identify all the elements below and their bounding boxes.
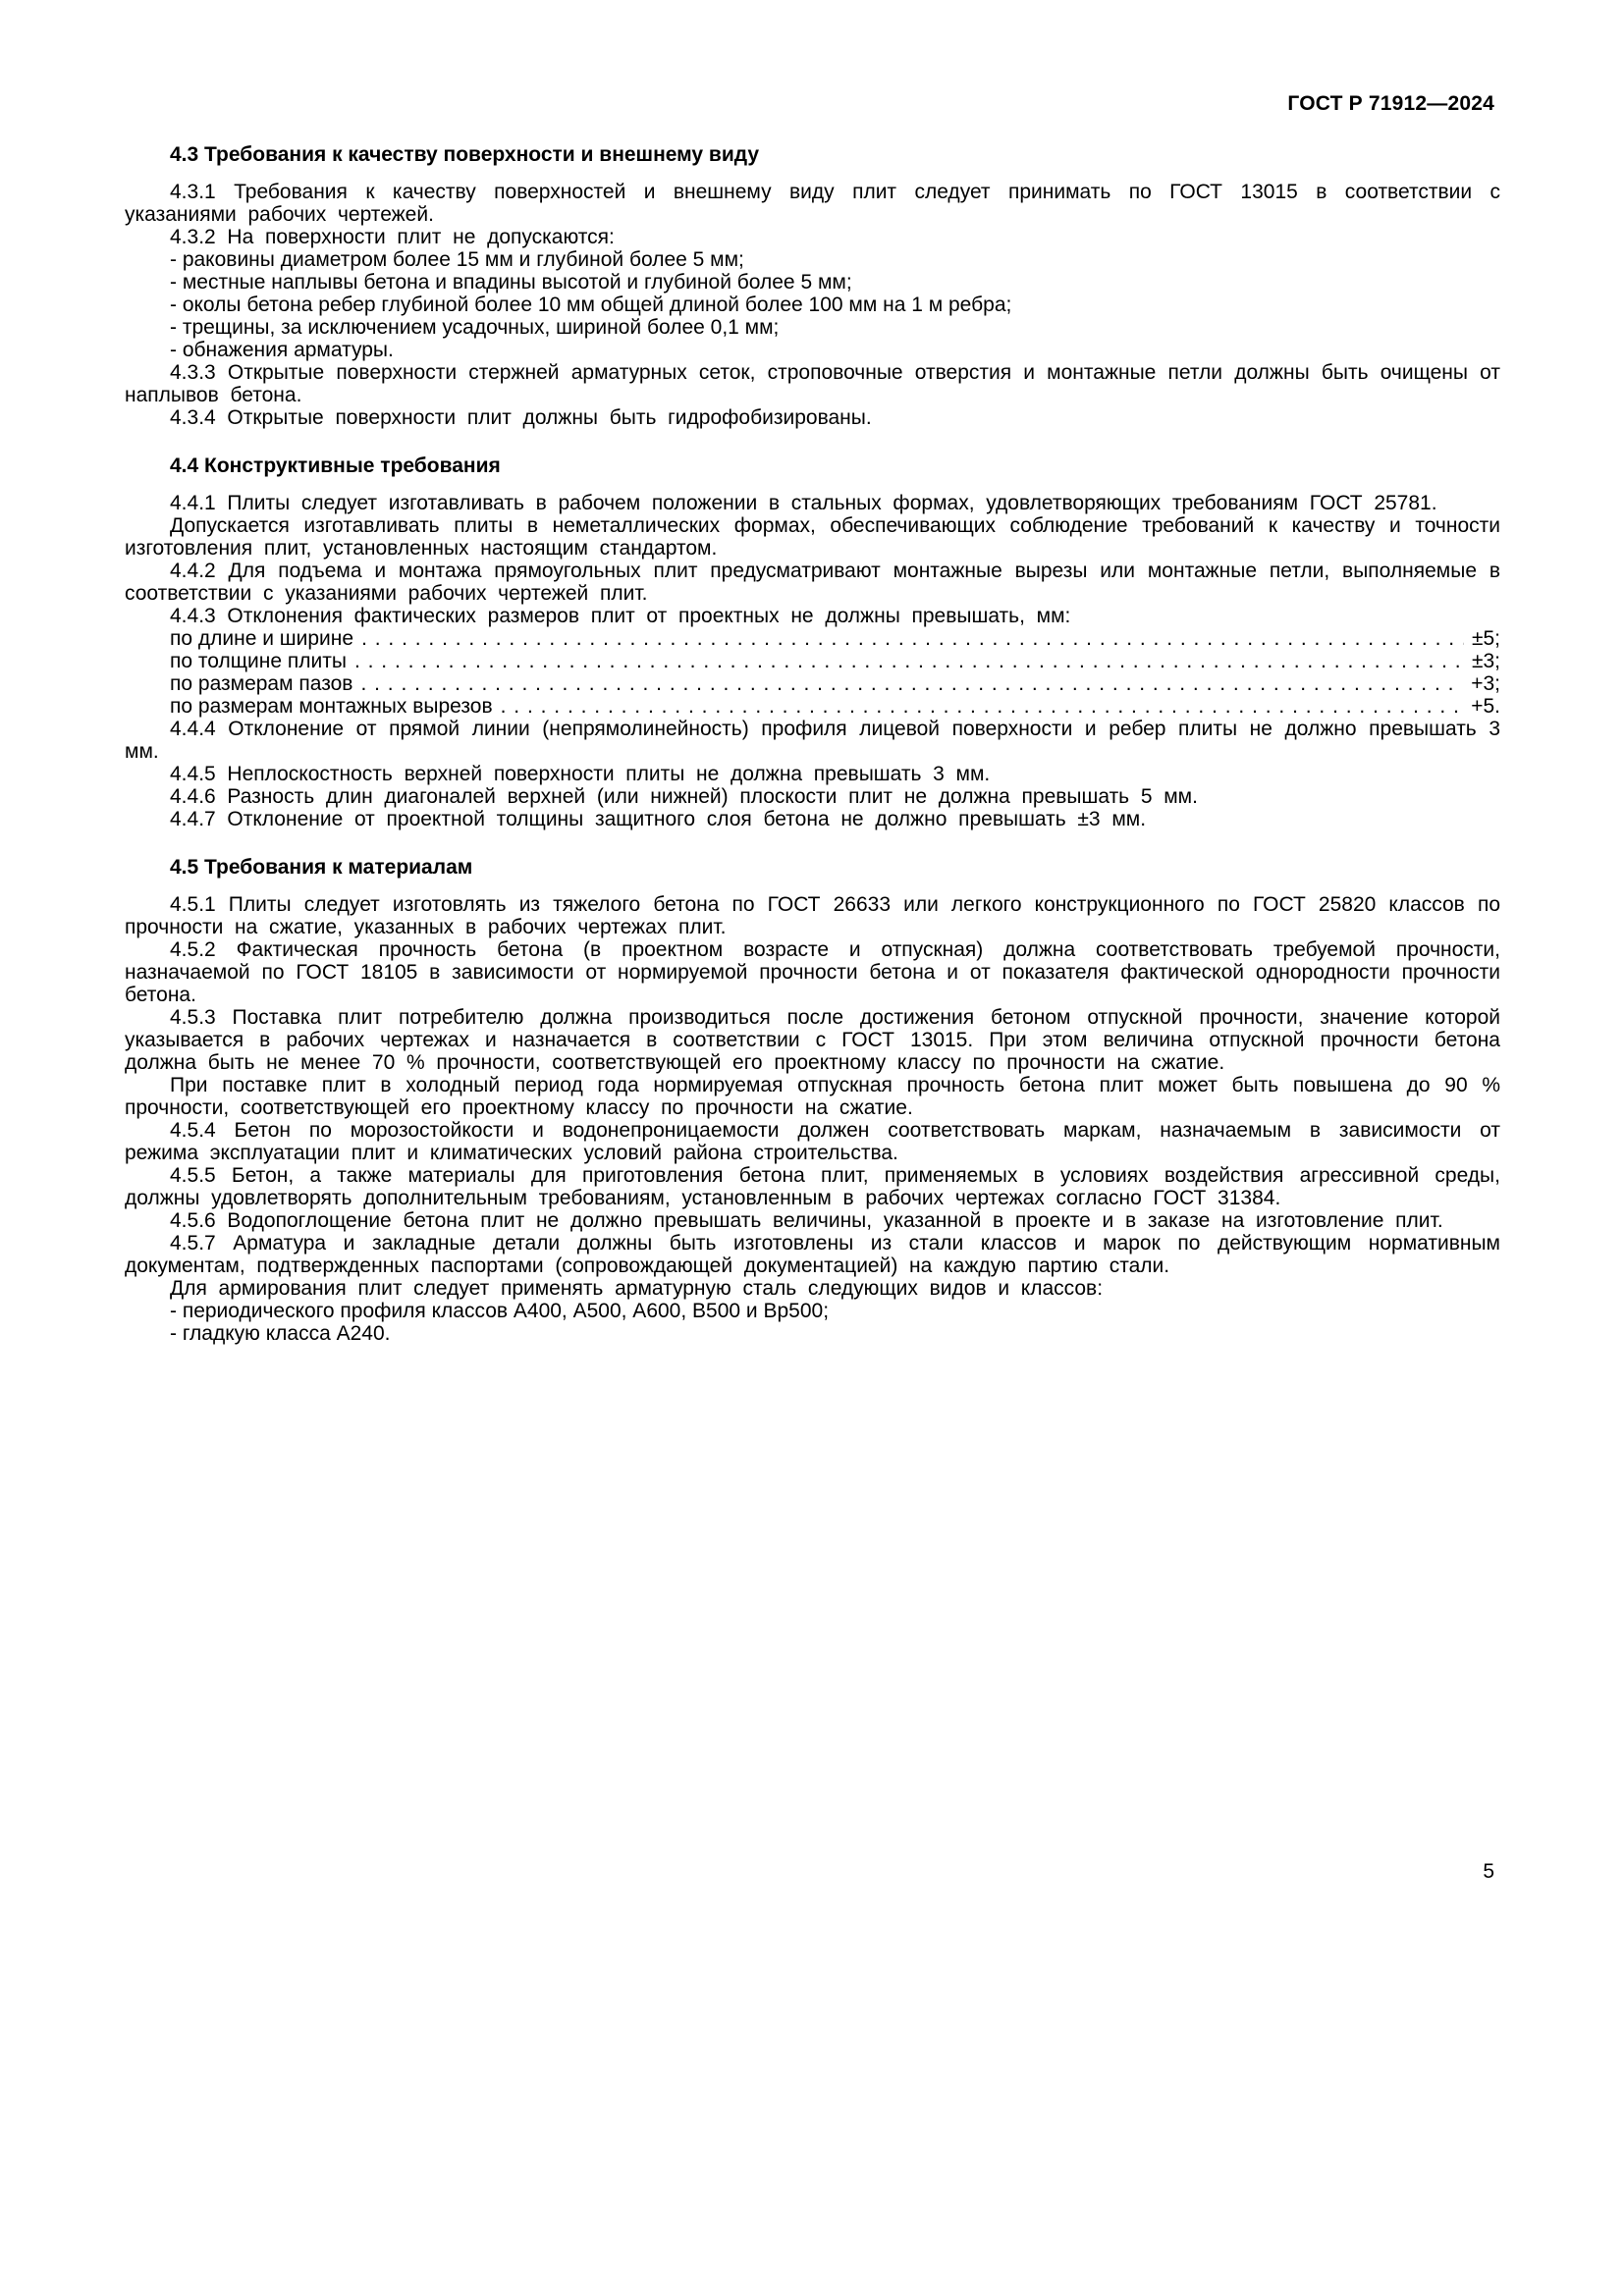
paragraph-4-4-1: 4.4.1 Плиты следует изготавливать в рабочем положении в стальных формах, удовлетворяющих требованиям ГОСТ 25781. [170,492,1437,514]
document-body [125,143,1500,1345]
tolerance-label: по толщине плиты [170,650,347,672]
tolerance-value: ±5; [1471,627,1500,650]
paragraph-4-3-1: 4.3.1 Требования к качеству поверхностей и внешнему виду плит следует принимать по ГОСТ 13015 в соответствии с указаниями рабочих чертежей. [125,181,1500,226]
list-item: - периодического профиля классов А400, А500, А600, В500 и Вр500; [170,1300,830,1322]
paragraph-4-4-1-cont: Допускается изготавливать плиты в неметаллических формах, обеспечивающих соблюдение требований к качеству и точности изготовления плит, установленных настоящим стандартом. [125,514,1500,560]
list-item: - местные наплывы бетона и впадины высотой и глубиной более 5 мм; [170,271,852,294]
paragraph-4-4-5: 4.4.5 Неплоскостность верхней поверхности плиты не должна превышать 3 мм. [170,763,991,785]
tolerance-label: по размерам монтажных вырезов [170,695,493,718]
list-item: - обнажения арматуры. [170,339,394,361]
tolerance-value: +3; [1471,672,1500,695]
paragraph-4-3-4: 4.3.4 Открытые поверхности плит должны быть гидрофобизированы. [170,406,872,429]
paragraph-4-3-3: 4.3.3 Открытые поверхности стержней арматурных сеток, строповочные отверстия и монтажные петли должны быть очищены от наплывов бетона. [125,361,1500,406]
page-number: 5 [1483,1860,1494,1883]
paragraph-4-5-3: 4.5.3 Поставка плит потребителю должна производиться после достижения бетоном отпускной прочности, значение которой указывается в рабочих чертежах и назначается в соответствии с ГОСТ 13015. При этом величина отпускной прочности бетона должна быть не менее 70 % прочности, соответствующей его проектному классу по прочности на сжатие. [125,1006,1500,1074]
tolerance-row [125,627,1500,650]
section-heading-4-5: 4.5 Требования к материалам [170,856,473,879]
list-item: - гладкую класса А240. [170,1322,391,1345]
paragraph-4-5-4: 4.5.4 Бетон по морозостойкости и водонепроницаемости должен соответствовать маркам, назначаемым в зависимости от режима эксплуатации плит и климатических условий района строительства. [125,1119,1500,1164]
paragraph-4-4-2: 4.4.2 Для подъема и монтажа прямоугольных плит предусматривают монтажные вырезы или монтажные петли, выполняемые в соответствии с указаниями рабочих чертежей плит. [125,560,1500,605]
dotted-leader [354,650,1464,672]
paragraph-4-5-7: 4.5.7 Арматура и закладные детали должны быть изготовлены из стали классов и марок по действующим нормативным документам, подтвержденных паспортами (сопровождающей документацией) на каждую партию стали. [125,1232,1500,1277]
paragraph-4-4-7: 4.4.7 Отклонение от проектной толщины защитного слоя бетона не должно превышать ±3 мм. [170,808,1147,830]
dotted-leader [360,672,1463,695]
list-item: - трещины, за исключением усадочных, шириной более 0,1 мм; [170,316,780,339]
list-item: - раковины диаметром более 15 мм и глубиной более 5 мм; [170,248,744,271]
tolerance-value: +5. [1471,695,1500,718]
section-heading-4-3: 4.3 Требования к качеству поверхности и внешнему виду [170,143,760,166]
section-heading-4-4: 4.4 Конструктивные требования [170,454,501,477]
paragraph-4-5-3-cont: При поставке плит в холодный период года нормируемая отпускная прочность бетона плит может быть повышена до 90 % прочности, соответствующей его проектному классу по прочности на сжатие. [125,1074,1500,1119]
paragraph-4-4-4: 4.4.4 Отклонение от прямой линии (непрямолинейность) профиля лицевой поверхности и ребер плиты не должно превышать 3 мм. [125,718,1500,763]
tolerance-row [125,650,1500,672]
dotted-leader [361,627,1464,650]
tolerance-value: ±3; [1471,650,1500,672]
paragraph-4-5-1: 4.5.1 Плиты следует изготовлять из тяжелого бетона по ГОСТ 26633 или легкого конструкционного по ГОСТ 25820 классов по прочности на сжатие, указанных в рабочих чертежах плит. [125,893,1500,938]
list-item: - околы бетона ребер глубиной более 10 мм общей длиной более 100 мм на 1 м ребра; [170,294,1012,316]
tolerance-label: по размерам пазов [170,672,353,695]
paragraph-4-3-2: 4.3.2 На поверхности плит не допускаются: [170,226,615,248]
paragraph-4-5-5: 4.5.5 Бетон, а также материалы для приготовления бетона плит, применяемых в условиях воздействия агрессивной среды, должны удовлетворять дополнительным требованиям, установленным в рабочих чертежах согласно ГОСТ 31384. [125,1164,1500,1209]
paragraph-4-5-7-cont: Для армирования плит следует применять арматурную сталь следующих видов и классов: [170,1277,1104,1300]
tolerance-label: по длине и ширине [170,627,354,650]
paragraph-4-4-3: 4.4.3 Отклонения фактических размеров плит от проектных не должны превышать, мм: [170,605,1071,627]
tolerance-row [125,672,1500,695]
doc-code-header: ГОСТ Р 71912—2024 [1287,92,1494,115]
tolerance-row [125,695,1500,718]
paragraph-4-4-6: 4.4.6 Разность длин диагоналей верхней (или нижней) плоскости плит не должна превышать 5 мм. [170,785,1198,808]
dotted-leader [501,695,1464,718]
paragraph-4-5-6: 4.5.6 Водопоглощение бетона плит не должно превышать величины, указанной в проекте и в заказе на изготовление плит. [170,1209,1443,1232]
paragraph-4-5-2: 4.5.2 Фактическая прочность бетона (в проектном возрасте и отпускная) должна соответствовать требуемой прочности, назначаемой по ГОСТ 18105 в зависимости от нормируемой прочности бетона и от показателя фактической однородности прочности бетона. [125,938,1500,1006]
